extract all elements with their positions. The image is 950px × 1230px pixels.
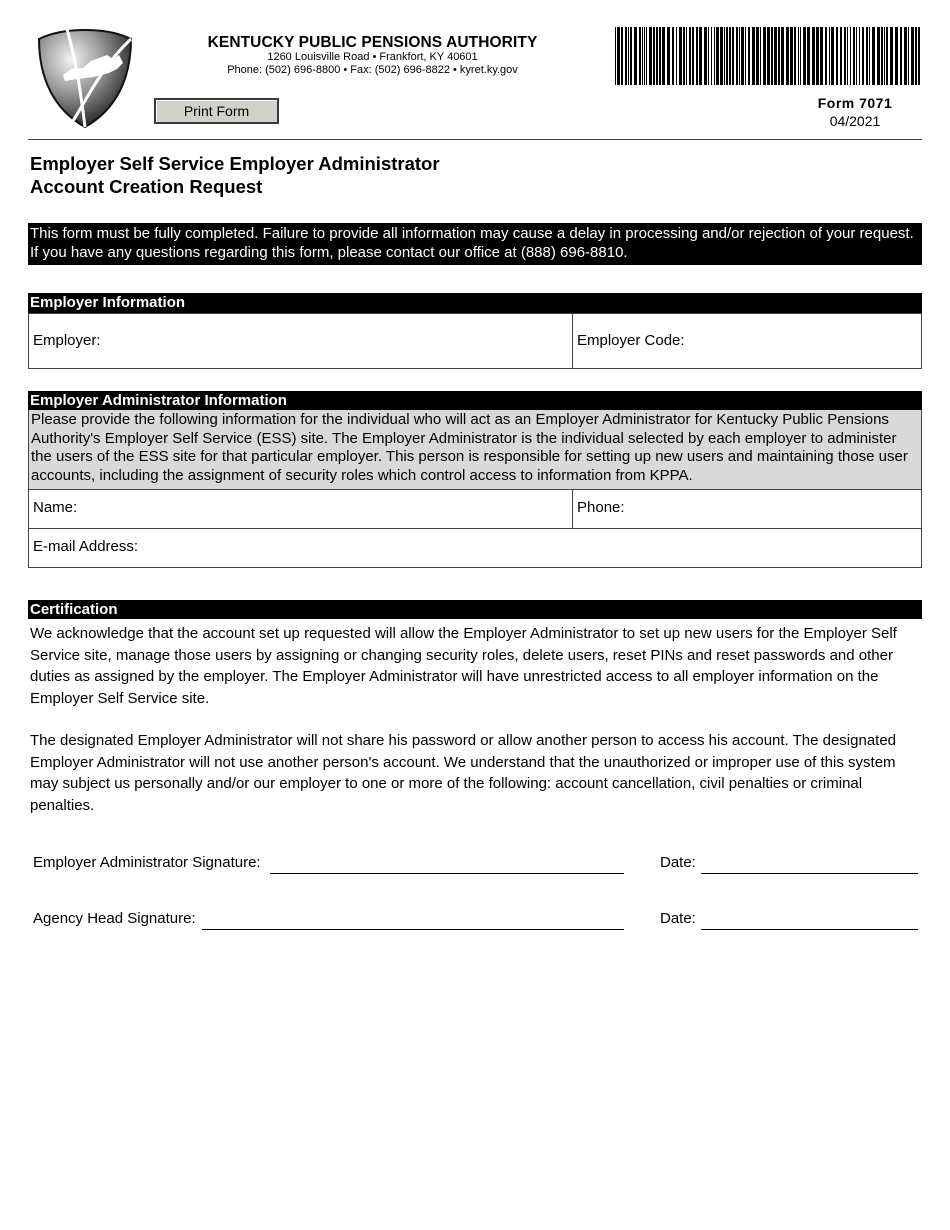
form-number: Form 7071 bbox=[817, 95, 893, 111]
employer-code-field[interactable] bbox=[572, 313, 922, 369]
date-label-2: Date: bbox=[660, 910, 696, 927]
date-label-1: Date: bbox=[660, 854, 696, 871]
admin-info-heading: Employer Administrator Information bbox=[28, 391, 922, 410]
org-contact: Phone: (502) 696-8800 • Fax: (502) 696-8822 • kyret.ky.gov bbox=[227, 64, 518, 76]
agency-head-signature-line[interactable] bbox=[202, 929, 624, 930]
agency-head-signature-label: Agency Head Signature: bbox=[33, 910, 196, 927]
date-line-1[interactable] bbox=[701, 873, 918, 874]
employer-field[interactable] bbox=[28, 313, 573, 369]
admin-email-field[interactable] bbox=[28, 528, 922, 568]
admin-signature-label: Employer Administrator Signature: bbox=[33, 854, 261, 871]
certification-paragraph-1: We acknowledge that the account set up requested will allow the Employer Administrator to set up new users for the Employer Self Service site, manage those users by assigning or changing security roles, delete users, reset PINs and reset passwords and other duties as assigned by the employer. The Employer Administrator will have unrestricted access to all employer information on the Employer Self Service site. bbox=[30, 625, 897, 707]
employer-info-heading: Employer Information bbox=[28, 293, 922, 313]
employer-label: Employer: bbox=[33, 332, 101, 349]
certification-heading: Certification bbox=[28, 600, 922, 619]
admin-phone-label: Phone: bbox=[577, 499, 625, 516]
print-form-button[interactable]: Print Form bbox=[154, 98, 279, 124]
org-address: 1260 Louisville Road • Frankfort, KY 40601 bbox=[267, 51, 478, 63]
barcode-icon bbox=[614, 27, 923, 85]
org-name: KENTUCKY PUBLIC PENSIONS AUTHORITY bbox=[207, 34, 538, 51]
kentucky-shield-logo-icon bbox=[33, 25, 137, 129]
page-title-line1: Employer Self Service Employer Administrator bbox=[30, 153, 440, 174]
admin-email-label: E-mail Address: bbox=[33, 538, 139, 555]
employer-code-label: Employer Code: bbox=[577, 332, 685, 349]
admin-signature-line[interactable] bbox=[270, 873, 624, 874]
date-line-2[interactable] bbox=[701, 929, 918, 930]
header-divider bbox=[28, 139, 922, 140]
admin-name-label: Name: bbox=[33, 499, 78, 516]
page-title-line2: Account Creation Request bbox=[30, 176, 263, 197]
admin-phone-field[interactable] bbox=[572, 489, 922, 529]
form-date: 04/2021 bbox=[829, 113, 881, 129]
notice-banner: This form must be fully completed. Failure to provide all information may cause a delay in processing and/or rejection of your request. If you have any questions regarding this form, please contact our office at (888) 696-8810. bbox=[28, 223, 922, 265]
certification-paragraph-2: The designated Employer Administrator will not share his password or allow another person to access his account. The designated Employer Administrator will not use another person's account. We understand that the unauthorized or improper use of this system may subject us personally and/or our employer to one or more of the following: account cancellation, civil penalties or criminal penalties. bbox=[30, 732, 897, 814]
admin-info-intro: Please provide the following information for the individual who will act as an Employer Administrator for Kentucky Public Pensions Authority's Employer Self Service (ESS) site. The Employer Administrator is the individual selected by each employer to administer the users of the ESS site for that particular employer. This person is responsible for setting up new users and maintaining those user accounts, including the assignment of security roles which control access to information from KPPA. bbox=[28, 410, 922, 489]
admin-name-field[interactable] bbox=[28, 489, 573, 529]
